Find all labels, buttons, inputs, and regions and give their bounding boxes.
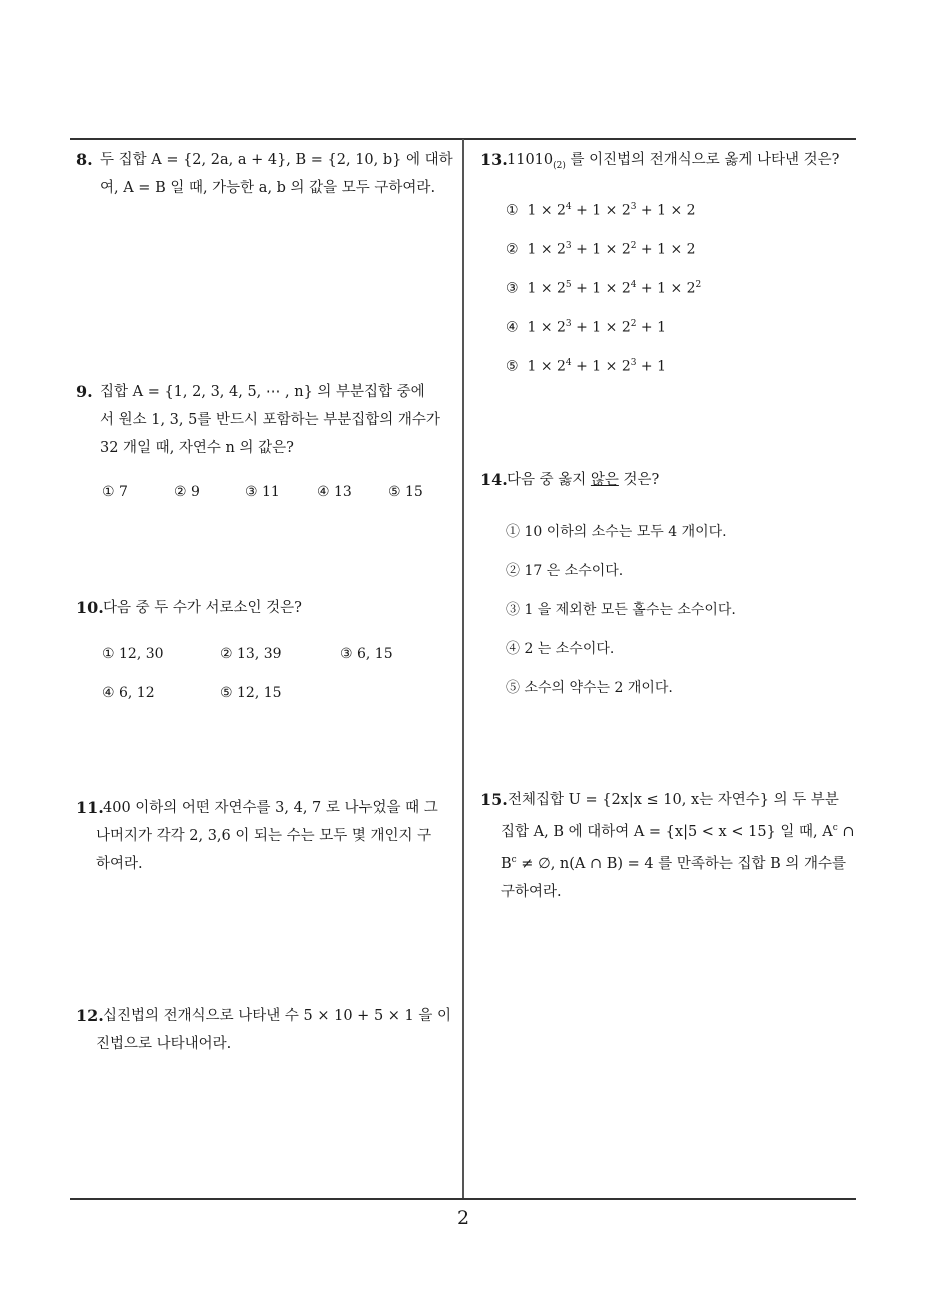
choice-2[interactable]: ② 13, 39 <box>220 646 282 662</box>
question-11 <box>76 794 460 878</box>
question-14 <box>480 466 860 494</box>
choice-3[interactable]: ③ 11 <box>245 484 280 500</box>
question-number: 9. <box>76 382 93 401</box>
question-text: 전체집합 U = {2x|x ≤ 10, x는 자연수} 의 두 부분 <box>508 792 839 808</box>
question-number: 13. <box>480 150 508 169</box>
question-text: 십진법의 전개식으로 나타낸 수 5 × 10 + 5 × 1 을 이 <box>103 1008 451 1024</box>
question-text-cont: 진법으로 나타내어라. <box>96 1036 232 1052</box>
question-13 <box>480 146 860 180</box>
choice-4[interactable]: ④ 13 <box>317 484 352 500</box>
choice-3[interactable]: ③ $1 \times 2^5 + 1 \times 2^4 + 1 \times 2^2$ <box>506 280 702 297</box>
choice-4[interactable]: ④ $1 \times 2^3 + 1 \times 2^2 + 1$ <box>506 319 667 336</box>
question-text-cont: 나머지가 각각 2, 3,6 이 되는 수는 모두 몇 개인지 구 하여라. <box>96 828 432 872</box>
choice-2[interactable]: ② 17 은 소수이다. <box>506 563 624 579</box>
choice-5[interactable]: ⑤ 12, 15 <box>220 685 282 701</box>
choice-5[interactable]: ⑤ 15 <box>388 484 423 500</box>
choice-1[interactable]: ① 7 <box>102 484 128 500</box>
choice-1[interactable]: ① 12, 30 <box>102 646 164 662</box>
choice-5[interactable]: ⑤ 소수의 약수는 2 개이다. <box>506 680 673 696</box>
question-number: 8. <box>76 150 93 169</box>
question-number: 12. <box>76 1006 104 1025</box>
question-12 <box>76 1002 460 1058</box>
column-divider <box>462 139 464 1199</box>
choice-4[interactable]: ④ 6, 12 <box>102 685 155 701</box>
choice-2[interactable]: ② $1 \times 2^3 + 1 \times 2^2 + 1 \times 2$ <box>506 241 696 258</box>
choice-3[interactable]: ③ 6, 15 <box>340 646 393 662</box>
question-9 <box>76 378 460 462</box>
choice-3[interactable]: ③ 1 을 제외한 모든 홀수는 소수이다. <box>506 602 736 618</box>
question-15 <box>480 786 860 906</box>
question-text: 집합 A = {1, 2, 3, 4, 5, ⋯ , n} 의 부분집합 중에 서 원소 1, 3, 5를 반드시 포함하는 부분집합의 개수가 32 개일 때, 자연수 n 의 값은? <box>100 384 440 456</box>
choice-2[interactable]: ② 9 <box>174 484 200 500</box>
underlined-word: 않은 <box>590 472 619 488</box>
question-number: 11. <box>76 798 104 817</box>
question-8 <box>76 146 460 202</box>
question-text-cont: 집합 A, B 에 대하여 A = {x|5 < x < 15} 일 때, $A^c$ ∩ $B^c$ ≠ ∅, n(A ∩ B) = 4 를 만족하는 집합 B 의 개수를 구하여라. <box>501 823 855 900</box>
question-number: 10. <box>76 598 104 617</box>
page-number: 2 <box>456 1207 470 1229</box>
question-number: 15. <box>480 790 508 809</box>
question-text: $11010_{(2)}$ 를 이진법의 전개식으로 옳게 나타낸 것은? <box>507 152 840 171</box>
question-text: 다음 중 두 수가 서로소인 것은? <box>103 600 302 616</box>
question-text: 두 집합 A = {2, 2a, a + 4}, B = {2, 10, b} 에 대하 여, A = B 일 때, 가능한 a, b 의 값을 모두 구하여라. <box>100 152 453 196</box>
choice-1[interactable]: ① $1 \times 2^4 + 1 \times 2^3 + 1 \times 2$ <box>506 202 696 219</box>
question-text: 다음 중 옳지 않은 것은? <box>507 472 660 488</box>
choice-1[interactable]: ① 10 이하의 소수는 모두 4 개이다. <box>506 524 727 540</box>
choice-4[interactable]: ④ 2 는 소수이다. <box>506 641 615 657</box>
bottom-rule <box>70 1198 856 1200</box>
question-10 <box>76 594 460 622</box>
choice-5[interactable]: ⑤ $1 \times 2^4 + 1 \times 2^3 + 1$ <box>506 358 667 375</box>
question-number: 14. <box>480 470 508 489</box>
question-text: 400 이하의 어떤 자연수를 3, 4, 7 로 나누었을 때 그 <box>103 800 438 816</box>
